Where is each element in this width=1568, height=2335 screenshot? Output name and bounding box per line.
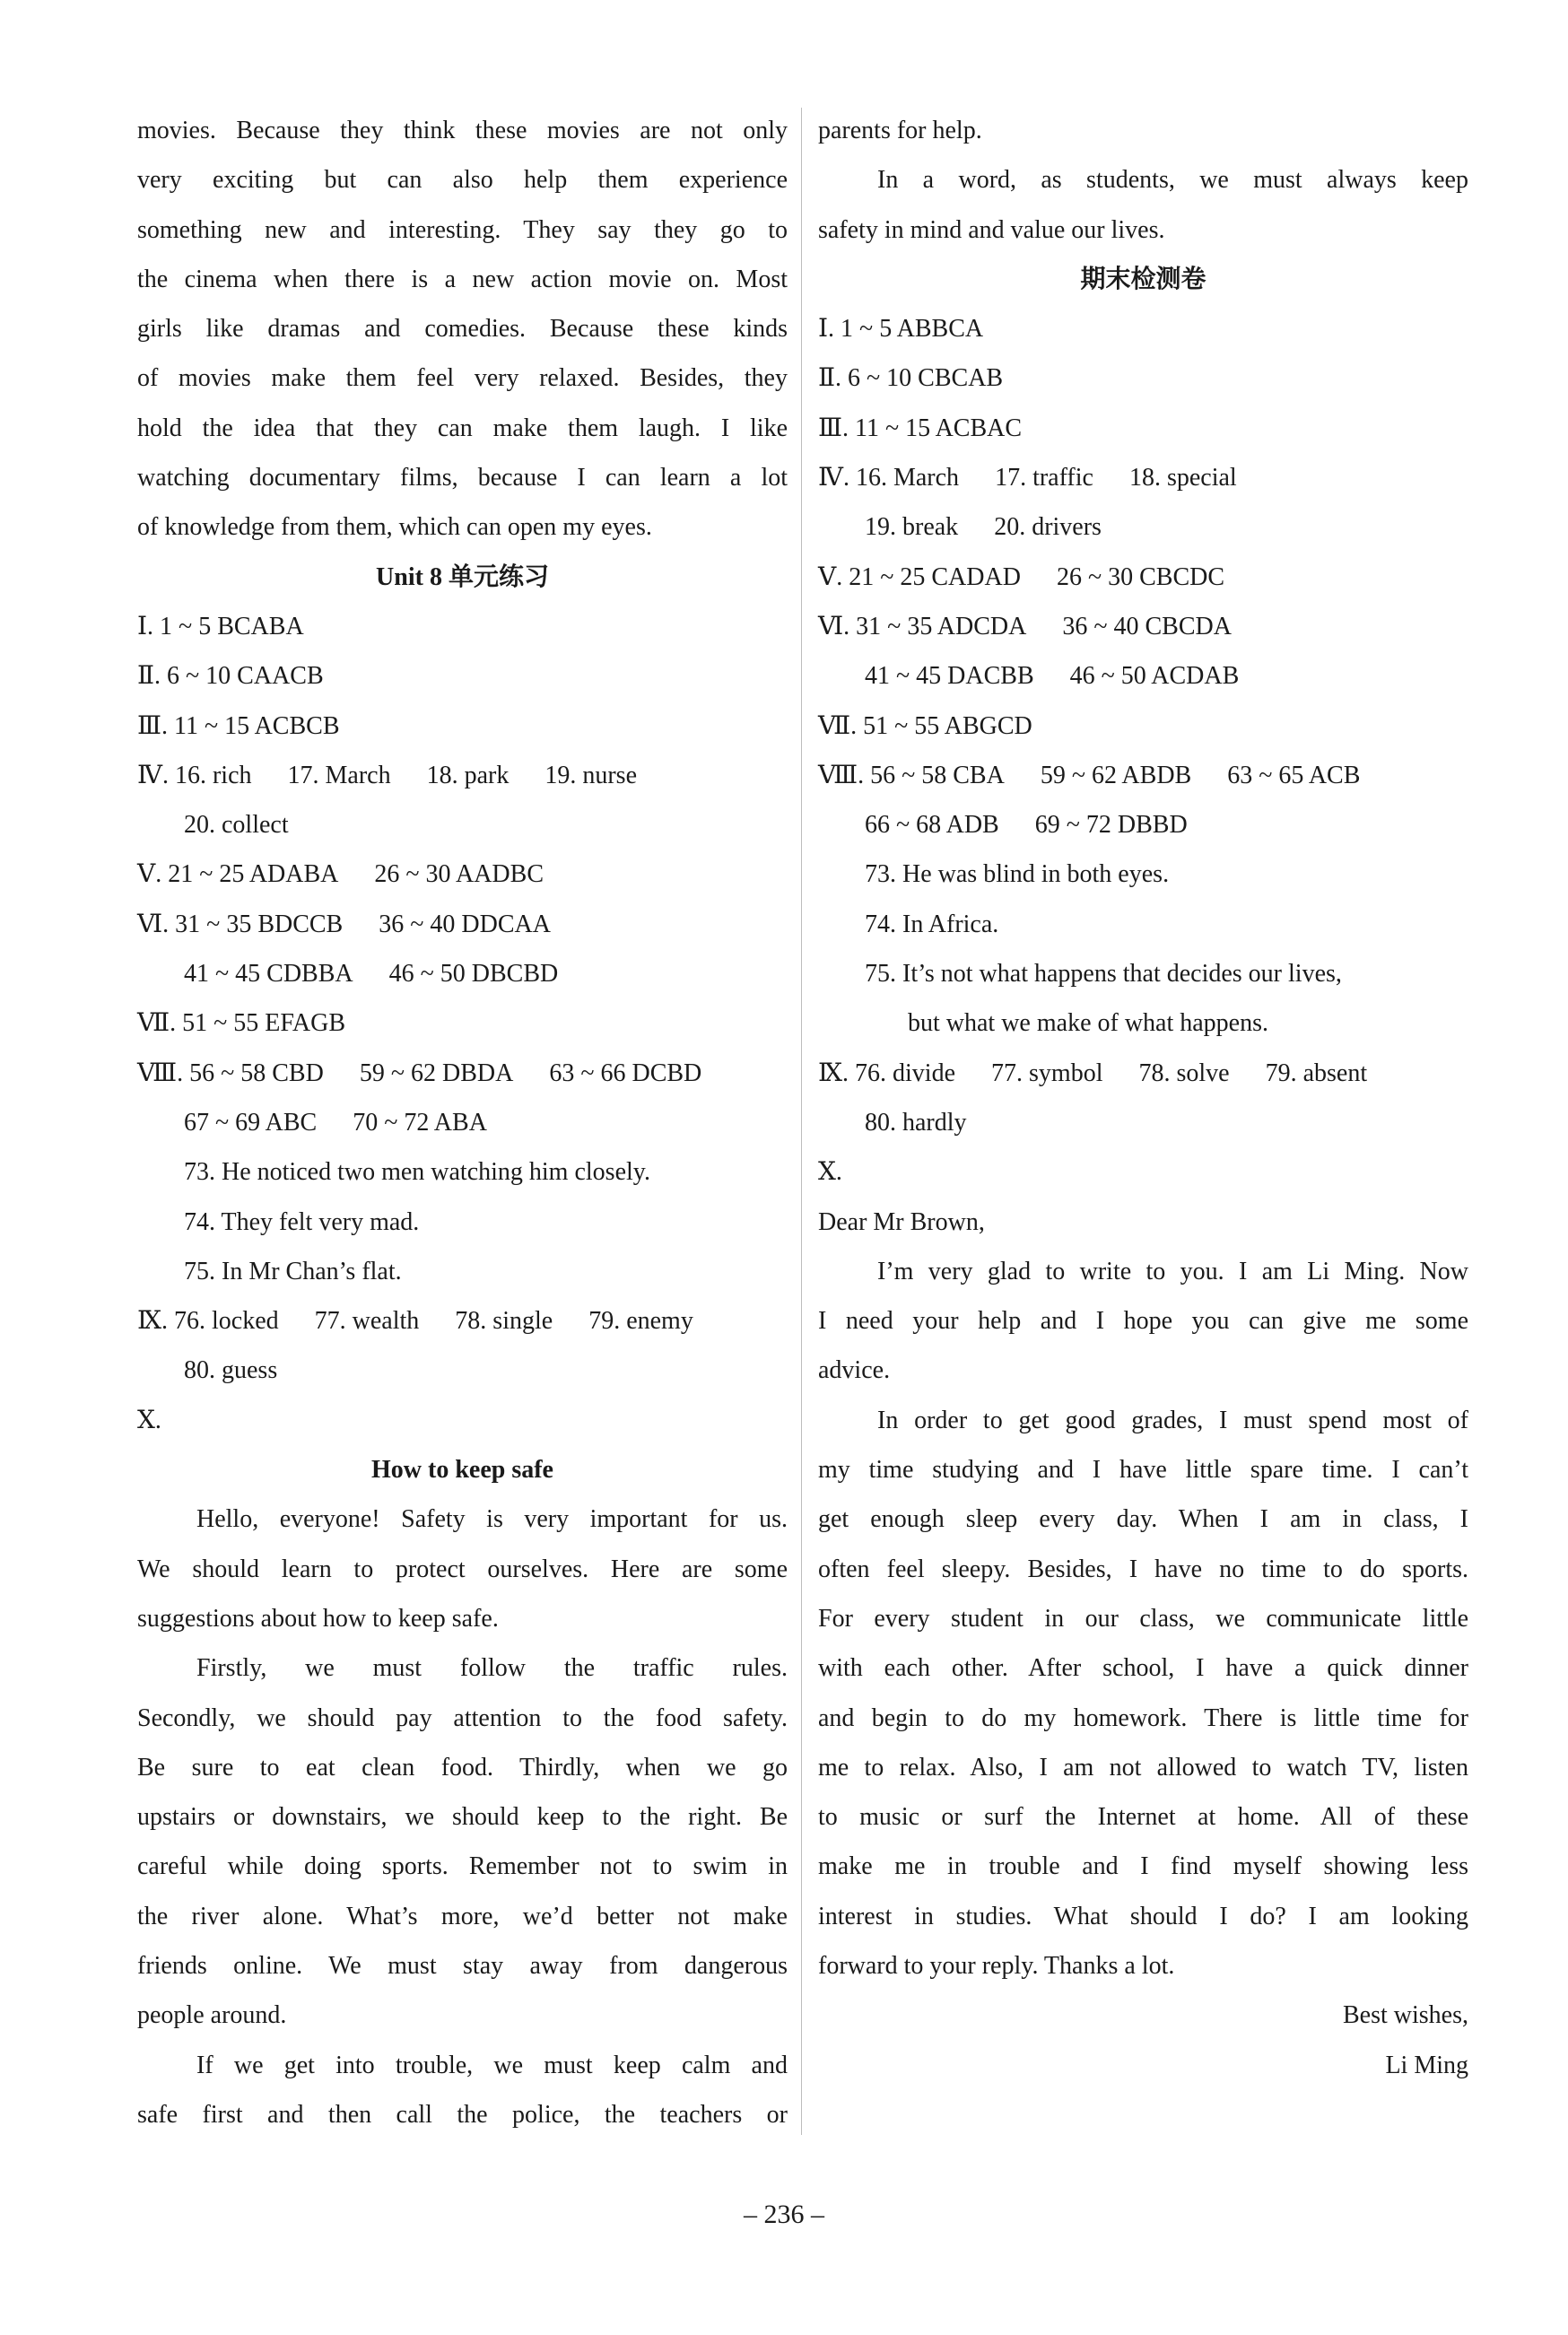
answer-line: Ⅶ. 51 ~ 55 ABGCD: [818, 711, 1032, 740]
essay-body: [137, 1494, 788, 2139]
text-line: to music or surf the Internet at home. All of these: [818, 1803, 1468, 1832]
text-line: girls like dramas and comedies. Because these kinds: [137, 315, 788, 344]
unit-8-title: Unit 8 单元练习: [376, 562, 549, 591]
text-line: suggestions about how to keep safe.: [137, 1604, 499, 1633]
text-line: friends online. We must stay away from dangerous: [137, 1951, 788, 1980]
text-line: Hello, everyone! Safety is very important for us.: [196, 1505, 788, 1534]
right-column: [818, 106, 1468, 2090]
essay-title: How to keep safe: [371, 1456, 553, 1485]
text-line: parents for help.: [818, 117, 982, 144]
answer-line: 74. They felt very mad.: [184, 1207, 420, 1236]
answer-line: Ⅲ. 11 ~ 15 ACBAC: [818, 414, 1023, 442]
answer-line: 66 ~ 68 ADB 69 ~ 72 DBBD: [865, 811, 1188, 840]
answer-line: Ⅵ. 31 ~ 35 BDCCB 36 ~ 40 DDCAA: [137, 910, 551, 938]
left-intro-paragraph: [137, 106, 788, 553]
text-line: Secondly, we should pay attention to the food safety.: [137, 1703, 788, 1732]
right-intro-paragraph: [818, 106, 1468, 255]
answer-line: Ⅹ.: [137, 1406, 161, 1434]
answer-line: 80. hardly: [865, 1108, 967, 1137]
text-line: Dear Mr Brown,: [818, 1207, 985, 1236]
text-line: forward to your reply. Thanks a lot.: [818, 1951, 1175, 1980]
answer-line: Ⅴ. 21 ~ 25 ADABA 26 ~ 30 AADBC: [137, 860, 544, 889]
text-line: watching documentary films, because I can learn a lot: [137, 464, 788, 492]
text-line: upstairs or downstairs, we should keep to the right. Be: [137, 1803, 788, 1832]
answer-line: Ⅸ. 76. divide 77. symbol 78. solve 79. absent: [818, 1059, 1368, 1087]
text-line: We should learn to protect ourselves. Here are some: [137, 1555, 788, 1583]
answer-line: Ⅹ.: [818, 1158, 842, 1187]
answer-line: Ⅴ. 21 ~ 25 CADAD 26 ~ 30 CBCDC: [818, 562, 1225, 591]
text-line: I need your help and I hope you can give me some: [818, 1307, 1468, 1336]
answer-line: Ⅰ. 1 ~ 5 BCABA: [137, 612, 304, 640]
text-line: For every student in our class, we communicate little: [818, 1604, 1468, 1633]
answer-line: Ⅷ. 56 ~ 58 CBD 59 ~ 62 DBDA 63 ~ 66 DCBD: [137, 1059, 702, 1087]
text-line: of movies make them feel very relaxed. Besides, they: [137, 364, 788, 393]
text-line: very exciting but can also help them experience: [137, 166, 788, 195]
answer-line: 80. guess: [184, 1356, 278, 1385]
answer-line: Ⅷ. 56 ~ 58 CBA 59 ~ 62 ABDB 63 ~ 65 ACB: [818, 761, 1361, 789]
text-line: interest in studies. What should I do? I am looking: [818, 1902, 1468, 1930]
text-line: often feel sleepy. Besides, I have no time to do sports.: [818, 1555, 1468, 1583]
text-line: In order to get good grades, I must spend most of: [877, 1406, 1468, 1434]
letter-signature: Li Ming: [1385, 2051, 1468, 2079]
answer-line: 41 ~ 45 CDBBA 46 ~ 50 DBCBD: [184, 960, 559, 989]
answer-line: Ⅰ. 1 ~ 5 ABBCA: [818, 315, 984, 344]
text-line: something new and interesting. They say they go to: [137, 215, 788, 244]
text-line: safety in mind and value our lives.: [818, 215, 1165, 244]
text-line: If we get into trouble, we must keep calm and: [196, 2051, 788, 2079]
text-line: movies. Because they think these movies are not only: [137, 117, 788, 144]
final-exam-title: 期末检测卷: [1080, 265, 1206, 293]
column-divider: [801, 108, 802, 2135]
text-line: get enough sleep every day. When I am in class, I: [818, 1505, 1468, 1534]
text-line: Firstly, we must follow the traffic rules.: [196, 1654, 788, 1683]
answer-line: Ⅵ. 31 ~ 35 ADCDA 36 ~ 40 CBCDA: [818, 612, 1232, 640]
text-line: Be sure to eat clean food. Thirdly, when we go: [137, 1753, 788, 1782]
text-line: In a word, as students, we must always keep: [877, 166, 1468, 195]
text-line: of knowledge from them, which can open my eyes.: [137, 513, 652, 542]
answer-line: Ⅳ. 16. rich 17. March 18. park 19. nurse: [137, 761, 638, 789]
text-line: the cinema when there is a new action movie on. Most: [137, 265, 788, 293]
text-line: I’m very glad to write to you. I am Li Ming. Now: [877, 1257, 1468, 1285]
text-line: me to relax. Also, I am not allowed to watch TV, listen: [818, 1753, 1468, 1782]
left-column: [137, 106, 788, 2139]
answer-line: Ⅶ. 51 ~ 55 EFAGB: [137, 1009, 345, 1038]
answer-line: 74. In Africa.: [865, 910, 999, 938]
answer-line: Ⅲ. 11 ~ 15 ACBCB: [137, 711, 340, 740]
answer-line: Ⅱ. 6 ~ 10 CBCAB: [818, 364, 1004, 393]
answer-line: but what we make of what happens.: [908, 1009, 1268, 1038]
answer-line: 73. He noticed two men watching him closely.: [184, 1158, 650, 1187]
answer-line: Ⅱ. 6 ~ 10 CAACB: [137, 662, 324, 691]
text-line: and begin to do my homework. There is little time for: [818, 1703, 1468, 1732]
answer-line: 73. He was blind in both eyes.: [865, 860, 1170, 889]
text-line: safe first and then call the police, the teachers or: [137, 2100, 788, 2129]
text-line: the river alone. What’s more, we’d better not make: [137, 1902, 788, 1930]
text-line: advice.: [818, 1356, 891, 1385]
answer-line: 19. break 20. drivers: [865, 513, 1102, 542]
answer-line: 41 ~ 45 DACBB 46 ~ 50 ACDAB: [865, 662, 1240, 691]
answer-line: 75. It’s not what happens that decides our lives,: [865, 960, 1342, 989]
answer-line: Ⅳ. 16. March 17. traffic 18. special: [818, 464, 1237, 492]
answer-line: Ⅸ. 76. locked 77. wealth 78. single 79. enemy: [137, 1307, 693, 1336]
text-line: people around.: [137, 2001, 287, 2030]
answer-line: 67 ~ 69 ABC 70 ~ 72 ABA: [184, 1108, 487, 1137]
letter-closing: Best wishes,: [1343, 2001, 1468, 2030]
letter-body: [818, 1198, 1468, 1991]
text-line: my time studying and I have little spare time. I can’t: [818, 1456, 1468, 1485]
answer-line: 20. collect: [184, 811, 289, 840]
text-line: hold the idea that they can make them laugh. I like: [137, 414, 788, 442]
answer-line: 75. In Mr Chan’s flat.: [184, 1257, 402, 1285]
text-line: with each other. After school, I have a quick dinner: [818, 1654, 1468, 1683]
page-number: – 236 –: [744, 2200, 824, 2229]
text-line: make me in trouble and I find myself showing less: [818, 1852, 1468, 1881]
text-line: careful while doing sports. Remember not to swim in: [137, 1852, 788, 1881]
